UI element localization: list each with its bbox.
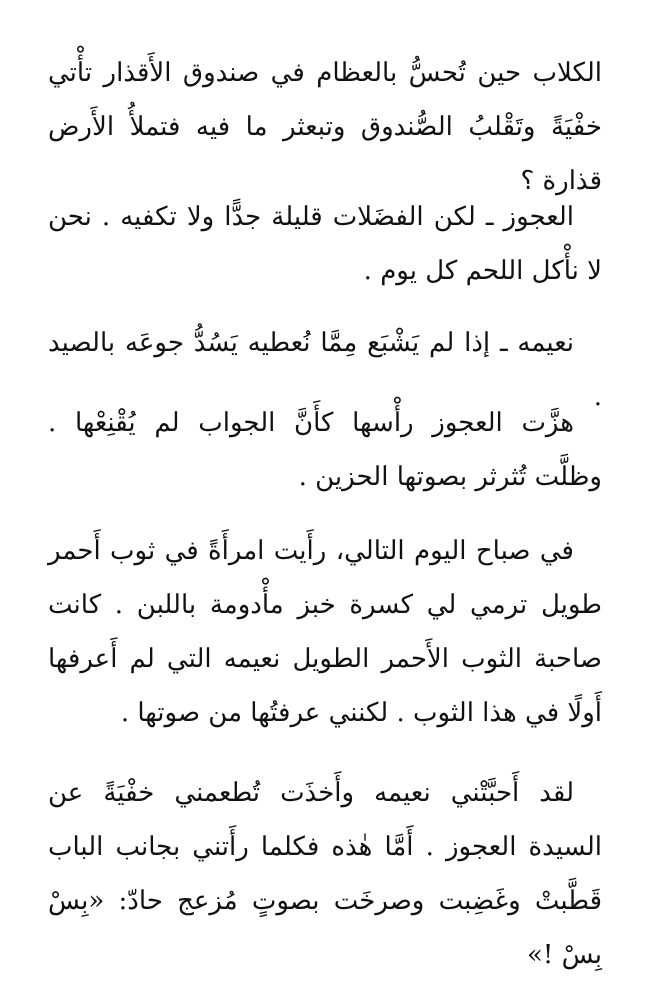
paragraph-red-dress-morning: في صباح اليوم التالي، رأَيت امرأَةً في ثوب أَحمر طويل ترمي لي كسرة خبز مأْدومة باللبن . كانت صاحبة الثوب الأَحمر الطويل نعيمه التي لم أَعرفها أَولًا في هذا الثوب . لكنني عرفتُها من صوتها . <box>48 536 602 728</box>
paragraph-naima-feeds-secretly: لقد أَحبَّتْني نعيمه وأَخذَت تُطعمني خفْيَةً عن السيدة العجوز . أَمَّا هٰذه فكلما رأَتني بجانب الباب قَطَّبتْ وغَضِبت وصرخَت بصوتٍ مُزعج حادّ: «بِسْ بِسْ !» <box>48 778 602 970</box>
paragraph-dog-bones: الكلاب حين تُحسُّ بالعظام في صندوق الأَقذار تأْتي خفْيَةً وتَقْلبُ الصُّندوق وتبعثر ما فيه فتملأُ الأَرض قذارة ؟ <box>48 58 602 196</box>
paragraph-naima-hunting: نعيمه ـ إذا لم يَشْبَع مِمَّا نُعطيه يَسُدُّ جوعَه بالصيد . <box>48 328 602 412</box>
paragraph-old-woman-leftovers: العجوز ـ لكن الفضَلات قليلة جدًّا ولا تكفيه . نحن لا نأْكل اللحم كل يوم . <box>48 202 602 286</box>
paragraph-old-woman-unconvinced: هزَّت العجوز رأْسها كأَنَّ الجواب لم يُقْنِعْها . وظلَّت تُثرثر بصوتها الحزين . <box>48 408 602 492</box>
